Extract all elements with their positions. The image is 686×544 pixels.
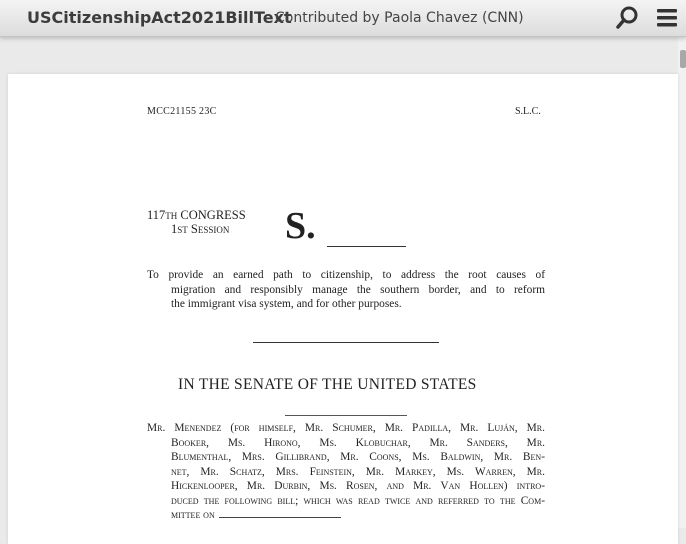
top-bar — [0, 0, 686, 37]
bill-code: MCC21155 23C — [147, 106, 217, 117]
hamburger-menu-icon[interactable] — [655, 6, 679, 30]
search-icon[interactable] — [614, 5, 640, 31]
bill-letter: S. — [285, 205, 316, 247]
sponsors-line: Blumenthal, Mrs. Gillibrand, Mr. Coons, Ms. Baldwin, Mr. Ben- — [171, 451, 545, 463]
purpose-line: the immigrant visa system, and for other purposes. — [171, 298, 402, 310]
slc-label: S.L.C. — [515, 106, 541, 117]
scrollbar-track[interactable] — [678, 37, 686, 528]
purpose-line: To provide an earned path to citizenship, to address the root causes of — [147, 269, 545, 281]
committee-line — [147, 508, 545, 523]
session-label: 1st Session — [171, 222, 230, 236]
divider-rule — [285, 415, 407, 416]
congress-label: 117th CONGRESS — [147, 208, 246, 222]
purpose-line: migration and responsibly manage the southern border, and to reform — [171, 283, 545, 296]
bill-number-blank — [327, 246, 406, 247]
sponsors-line: net, Mr. Schatz, Mrs. Feinstein, Mr. Markey, Ms. Warren, Mr. — [171, 465, 545, 478]
divider-rule — [253, 342, 439, 343]
committee-blank — [219, 509, 341, 518]
document-title[interactable]: USCitizenshipAct2021BillText — [27, 8, 292, 27]
bill-purpose — [147, 268, 545, 312]
sponsors-line: Hickenlooper, Mr. Durbin, Ms. Rosen, and Mr. Van Hollen) intro- — [171, 480, 545, 492]
sponsors-line: duced the following bill; which was read twice and referred to the Com- — [171, 494, 545, 507]
sponsors-paragraph — [147, 421, 545, 523]
chamber-heading: IN THE SENATE OF THE UNITED STATES — [178, 376, 477, 393]
scrollbar-thumb[interactable] — [680, 50, 686, 68]
sponsors-line: Mr. Menendez (for himself, Mr. Schumer, Mr. Padilla, Mr. Luján, Mr. — [147, 422, 545, 434]
sponsors-line: Booker, Ms. Hirono, Ms. Klobuchar, Mr. Sanders, Mr. — [171, 436, 545, 449]
document-page — [8, 74, 678, 544]
committee-label: mittee on — [171, 509, 215, 521]
contributor-label: Contributed by Paola Chavez (CNN) — [275, 10, 524, 26]
